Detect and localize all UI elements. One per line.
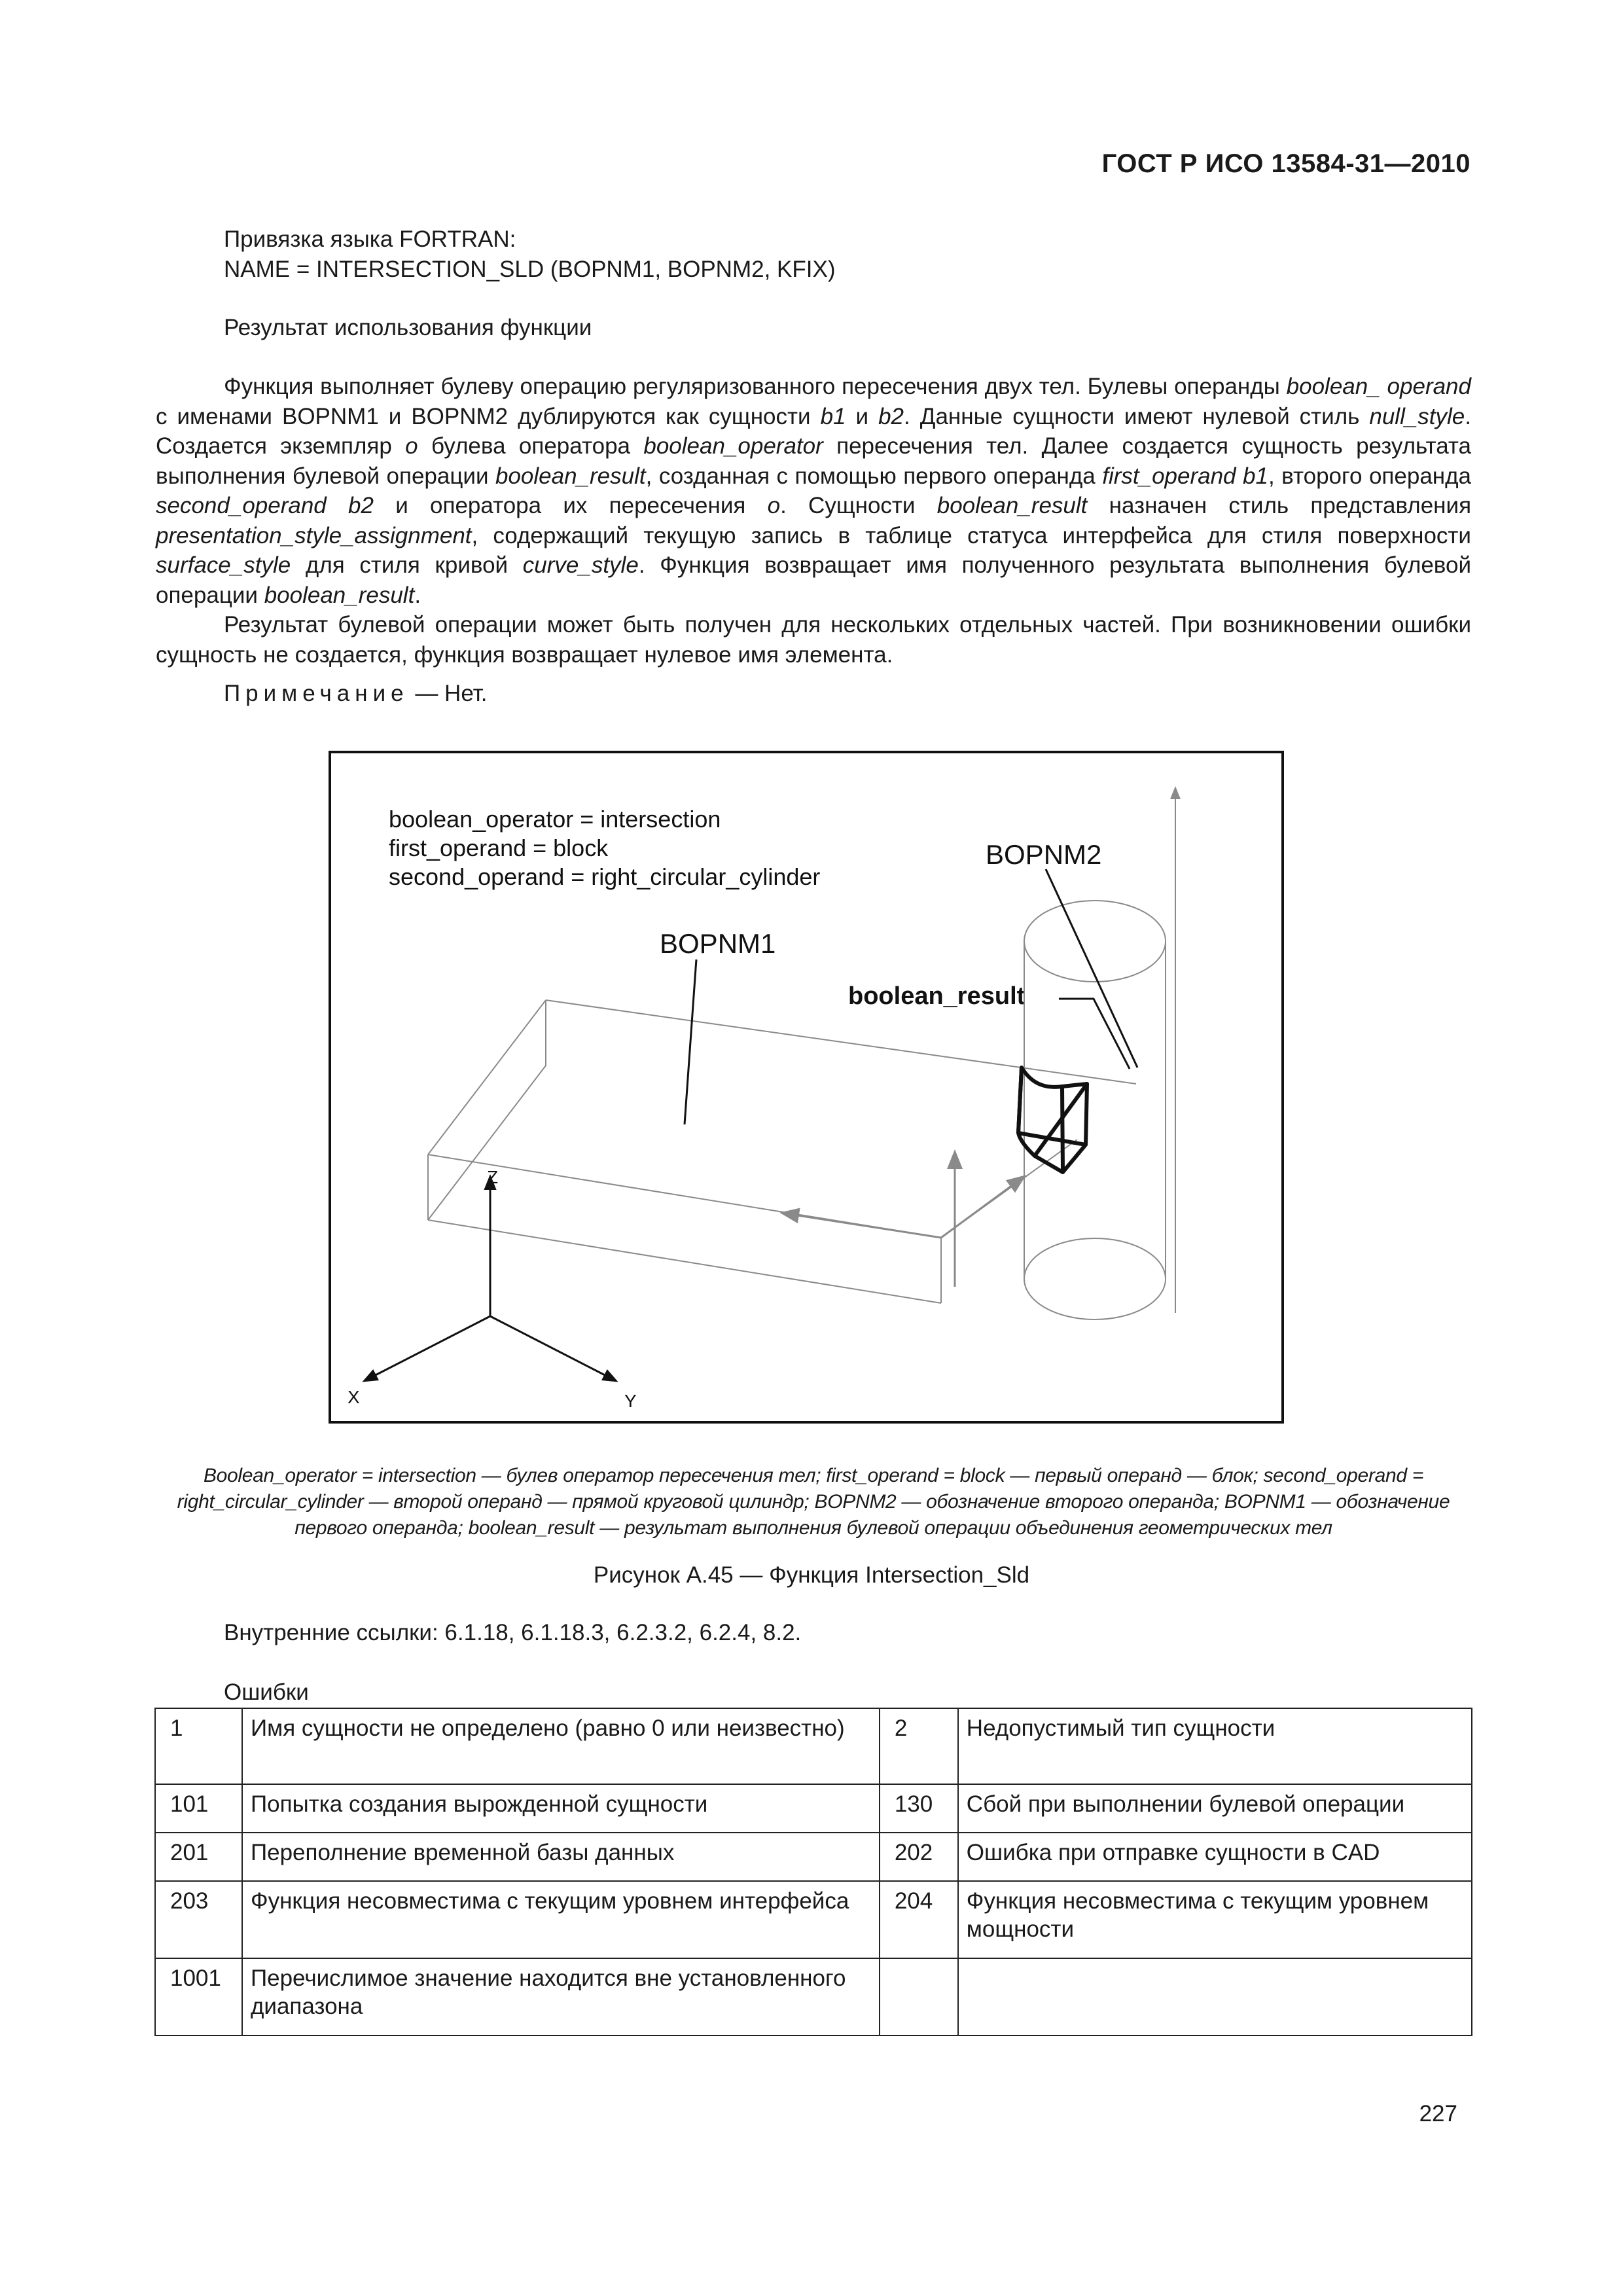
error-code: 201 [155, 1833, 242, 1881]
result-heading: Результат использования функции [224, 315, 592, 340]
figure-drawing [331, 753, 1281, 1421]
result-mid-edge [1062, 1086, 1063, 1172]
error-text: Ошибка при отправке сущности в CAD [958, 1833, 1472, 1881]
block-bottom-front-edge [428, 1220, 941, 1303]
axis-y-arrow [490, 1316, 611, 1378]
figure-line-first-operand: first_operand = block [389, 834, 609, 861]
error-code: 101 [155, 1784, 242, 1833]
figure-title: Рисунок А.45 — Функция Intersection_Sld [593, 1562, 1030, 1588]
error-text: Имя сущности не определено (равно 0 или неизвестно) [242, 1708, 880, 1784]
table-row [155, 1958, 1472, 2036]
figure-frame [329, 751, 1284, 1424]
leader-bopnm1 [685, 960, 696, 1124]
block-y-edge-arrow [941, 1181, 1018, 1238]
error-paragraph: Результат булевой операции может быть получен для нескольких отдельных частей. При возникновении ошибки сущность не создается, функция возвращает нулевое имя элемента. [156, 612, 1471, 668]
error-text [958, 1958, 1472, 2036]
axis-triad [369, 1182, 611, 1378]
error-code: 202 [880, 1833, 958, 1881]
error-code: 203 [155, 1881, 242, 1958]
result-left-edge [1018, 1067, 1022, 1133]
internal-references: Внутренние ссылки: 6.1.18, 6.1.18.3, 6.2.3.2, 6.2.4, 8.2. [224, 1620, 802, 1645]
error-text: Функция несовместима с текущим уровнем интерфейса [242, 1881, 880, 1958]
label-bopnm2: BOPNM2 [986, 839, 1102, 870]
error-text: Сбой при выполнении булевой операции [958, 1784, 1472, 1833]
error-code: 204 [880, 1881, 958, 1958]
errors-heading: Ошибки [224, 1679, 309, 1705]
error-text: Недопустимый тип сущности [958, 1708, 1472, 1784]
label-bopnm1: BOPNM1 [660, 928, 776, 959]
error-text: Перечислимое значение находится вне установленного диапазона [242, 1958, 880, 2036]
figure-line-second-operand: second_operand = right_circular_cylinder [389, 863, 821, 890]
axis-z-label: Z [487, 1167, 499, 1187]
axis-y-label: Y [624, 1391, 637, 1411]
leader-bopnm2 [1046, 869, 1137, 1067]
table-row [155, 1784, 1472, 1833]
error-code: 1001 [155, 1958, 242, 2036]
block-bottom-left-edge [428, 1066, 546, 1220]
description-paragraph: Функция выполняет булеву операцию регуляризованного пересечения двух тел. Булевы операнды boolean_ operand с именами BOPNM1 и BOPNM2 дублируются как сущности b1 и b2. Данные сущности имеют нулевой стиль null_style. Создается экземпляр o булева оператора boolean_operator пересечения тел. Далее создается сущность результата выполнения булевой операции boolean_result, созданная с помощью первого операнда first_operand b1, второго операнда second_operand b2 и оператора их пересечения o. Сущности boolean_result назначен стиль представления presentation_style_assignment, содержащий текущую запись в таблице статуса интерфейса для стиля поверхности surface_style для стиля кривой curve_style. Функция возвращает имя полученного результата выполнения булевой операции boolean_result. [156, 374, 1472, 608]
errors-table [154, 1708, 1472, 2036]
note-label: Примечание [224, 681, 409, 706]
error-code [880, 1958, 958, 2036]
table-row [155, 1708, 1472, 1784]
error-code: 130 [880, 1784, 958, 1833]
block-top-left-edge [428, 1000, 546, 1155]
binding-title: Привязка языка FORTRAN: [224, 226, 516, 252]
axis-x-arrow [369, 1316, 490, 1378]
figure-caption: Boolean_operator = intersection — булев оператор пересечения тел; first_operand = block — первый операнд — блок; second_operand = right_circular_cylinder — второй операнд — прямой круговой цилиндр; BOPNM2 — обозначение второго операнда; BOPNM1 — обозначение первого операнда; boolean_result — результат выполнения булевой операции объединения геометрических тел [177, 1465, 1450, 1539]
error-text: Попытка создания вырожденной сущности [242, 1784, 880, 1833]
error-text: Переполнение временной базы данных [242, 1833, 880, 1881]
cylinder-wireframe [1024, 901, 1166, 1319]
cylinder-bottom-ellipse [1024, 1238, 1166, 1319]
document-header: ГОСТ Р ИСО 13584-31—2010 [1101, 149, 1471, 178]
table-row [155, 1833, 1472, 1881]
binding-code: NAME = INTERSECTION_SLD (BOPNM1, BOPNM2, KFIX) [224, 257, 836, 282]
block-top-back-edge [546, 1000, 1136, 1084]
note-text: — Нет. [408, 681, 488, 706]
table-row [155, 1881, 1472, 1958]
block-x-edge-arrow [789, 1214, 941, 1238]
note [224, 681, 488, 707]
page-number: 227 [1419, 2101, 1457, 2126]
leader-boolean-result [1059, 999, 1130, 1069]
figure-line-operator: boolean_operator = intersection [389, 806, 721, 833]
error-code: 1 [155, 1708, 242, 1784]
error-text: Функция несовместима с текущим уровнем мощности [958, 1881, 1472, 1958]
axis-x-label: X [348, 1387, 360, 1407]
label-boolean-result: boolean_result [848, 982, 1026, 1010]
cylinder-top-ellipse [1024, 901, 1166, 982]
error-code: 2 [880, 1708, 958, 1784]
